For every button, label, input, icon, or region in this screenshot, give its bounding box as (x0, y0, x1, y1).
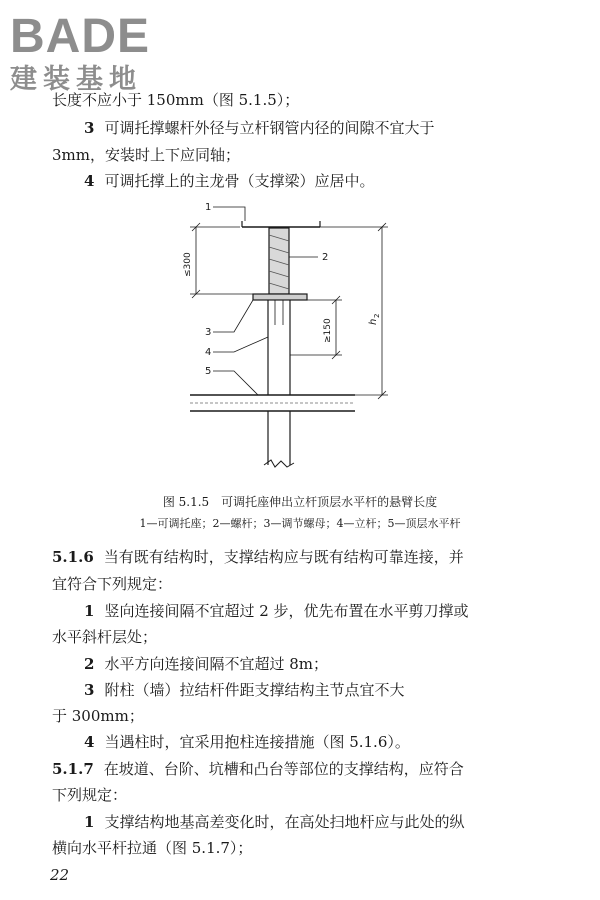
clause-5-1-7 (52, 759, 552, 779)
logo-brand: BADE (10, 10, 151, 63)
list-item (84, 680, 584, 700)
adjusting-nut (253, 294, 307, 300)
item-number: 1 (84, 813, 95, 831)
clause-number: 5.1.7 (52, 760, 94, 778)
dim-ge-150 (290, 296, 342, 359)
list-item (84, 118, 584, 138)
item-text: 当遇柱时，宜采用抱柱连接措施（图 5.1.6）。 (104, 733, 410, 751)
dim-ge-150-label: ≥150 (323, 318, 333, 343)
adjustable-head (242, 221, 320, 227)
label-4: 4 (205, 347, 212, 358)
item-number: 3 (84, 681, 95, 699)
page-number: 22 (50, 866, 70, 884)
dim-le-300 (190, 223, 253, 298)
item-text: 附柱（墙）拉结杆件距支撑结构主节点宜不大 (104, 681, 405, 699)
item-text: 可调托撑螺杆外径与立杆钢管内径的间隙不宜大于 (104, 119, 435, 137)
label-3: 3 (205, 327, 212, 338)
clause-5-1-6 (52, 547, 552, 567)
item-text: 水平方向连接间隔不宜超过 8m； (104, 655, 328, 673)
bade-logo (8, 6, 183, 94)
item-text: 可调托撑上的主龙骨（支撑梁）应居中。 (104, 172, 375, 190)
list-item (84, 171, 584, 191)
text-line: 水平斜杆层处； (52, 628, 158, 646)
list-item (84, 812, 584, 832)
logo-subtitle: 建装基地 (10, 64, 142, 94)
item-number: 4 (84, 172, 95, 190)
top-ledger (190, 395, 355, 411)
standard-tube (264, 300, 294, 467)
text-line: 横向水平杆拉通（图 5.1.7）； (52, 839, 253, 857)
figure-legend: 1—可调托座；2—螺杆；3—调节螺母；4—立杆；5—顶层水平杆 (139, 517, 461, 530)
item-text: 竖向连接间隔不宜超过 2 步，优先布置在水平剪刀撑或 (104, 602, 469, 620)
figure-5-1-5 (150, 195, 450, 485)
figure-caption: 图 5.1.5 可调托座伸出立杆顶层水平杆的悬臂长度 (162, 495, 438, 509)
clause-text: 当有既有结构时，支撑结构应与既有结构可靠连接，并 (103, 548, 464, 566)
list-item (84, 601, 584, 621)
text-line: 于 300mm； (52, 707, 144, 725)
label-5: 5 (205, 366, 212, 377)
item-number: 3 (84, 119, 95, 137)
dim-h-label: h (368, 318, 379, 325)
dim-le-300-label: ≤300 (183, 252, 193, 277)
clause-number: 5.1.6 (52, 548, 94, 566)
text-line: 宜符合下列规定： (52, 575, 173, 593)
dim-h-sub-label: 2 (373, 313, 381, 318)
item-number: 2 (84, 655, 95, 673)
item-number: 1 (84, 602, 95, 620)
list-item (84, 654, 584, 674)
list-item (84, 732, 584, 752)
item-number: 4 (84, 733, 95, 751)
label-1: 1 (205, 202, 212, 213)
text-line: 3mm，安装时上下应同轴； (52, 146, 240, 164)
text-line: 下列规定： (52, 786, 128, 804)
dim-h2 (320, 223, 388, 399)
item-text: 支撑结构地基高差变化时，在高处扫地杆应与此处的纵 (104, 813, 465, 831)
label-2: 2 (322, 252, 329, 263)
clause-text: 在坡道、台阶、坑槽和凸台等部位的支撑结构，应符合 (103, 760, 464, 778)
text-line: 长度不应小于 150mm（图 5.1.5）； (52, 91, 300, 109)
